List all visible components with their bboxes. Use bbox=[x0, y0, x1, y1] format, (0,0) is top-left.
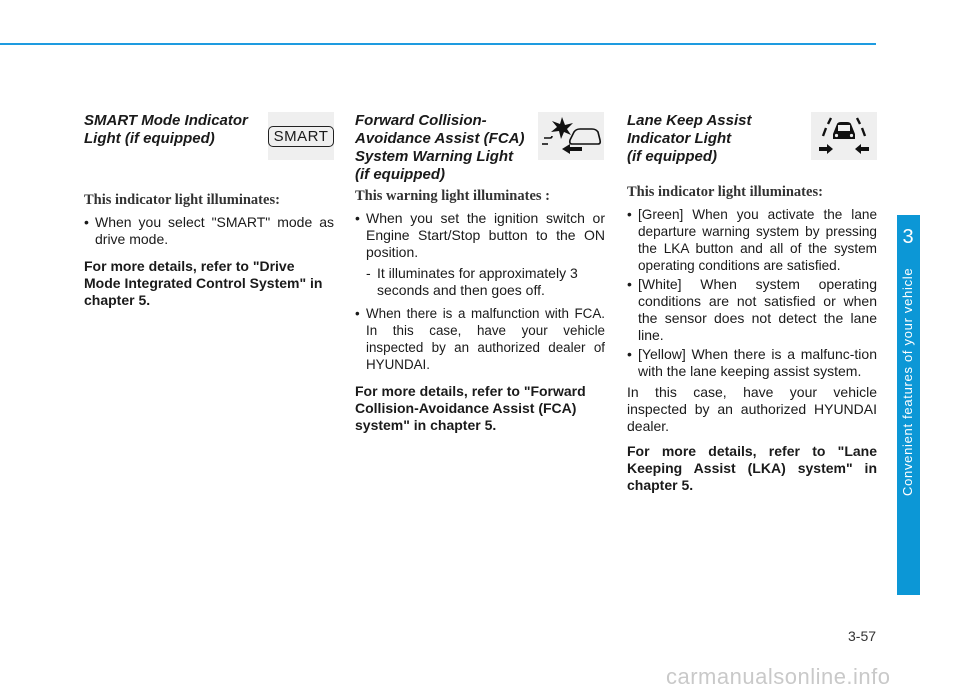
heading-line: SMART Mode Indicator bbox=[84, 112, 248, 129]
list-item: • [Yellow] When there is a malfunc-tion with the lane keeping assist system. bbox=[627, 346, 877, 379]
heading-line: (if equipped) bbox=[355, 166, 445, 183]
section-lane-keep-assist bbox=[627, 112, 877, 494]
heading-line: Lane Keep Assist bbox=[627, 112, 752, 129]
lane-car-icon bbox=[813, 114, 875, 158]
chapter-title: Convenient features of your vehicle bbox=[900, 267, 915, 496]
sub-list-item: - It illuminates for approximately 3 seconds and then goes off. bbox=[366, 265, 578, 298]
heading-line: Light (if equipped) bbox=[84, 130, 215, 147]
section-note: For more details, refer to "Forward Collision-Avoidance Assist (FCA) system" in chapter 5. bbox=[355, 383, 586, 433]
heading-line: System Warning Light bbox=[355, 148, 514, 165]
section-body: In this case, have your vehicle inspected by an authorized HYUNDAI dealer. bbox=[627, 384, 877, 434]
list-item: • [White] When system operating conditions are not satisfied or when the sensor does not detect the lane line. bbox=[627, 276, 877, 343]
top-rule bbox=[0, 43, 876, 45]
heading-line: Indicator Light bbox=[627, 130, 732, 147]
list-item: • When there is a malfunction with FCA. In this case, have your vehicle inspected by an authorized dealer of HYUNDAI. bbox=[355, 306, 605, 372]
section-subheading: This warning light illuminates : bbox=[355, 188, 550, 204]
heading-line: Avoidance Assist (FCA) bbox=[355, 130, 525, 147]
list-item: • [Green] When you activate the lane departure warning system by pressing the LKA button and all of the system operating conditions are satisfied. bbox=[627, 207, 877, 273]
watermark: carmanualsonline.info bbox=[666, 664, 891, 689]
section-smart-mode bbox=[84, 112, 334, 309]
section-note: For more details, refer to "Drive Mode Integrated Control System" in chapter 5. bbox=[84, 258, 323, 308]
section-subheading: This indicator light illuminates: bbox=[627, 184, 823, 200]
collision-car-icon bbox=[540, 114, 602, 158]
chapter-number: 3 bbox=[902, 226, 914, 248]
heading-line: Forward Collision- bbox=[355, 112, 487, 129]
smart-mode-icon bbox=[268, 112, 334, 160]
heading-line: (if equipped) bbox=[627, 148, 717, 165]
list-item: • When you set the ignition switch or Engine Start/Stop button to the ON position. bbox=[355, 210, 605, 260]
section-subheading: This indicator light illuminates: bbox=[84, 192, 280, 208]
smart-icon-label: SMART bbox=[268, 126, 335, 147]
forward-collision-icon bbox=[538, 112, 604, 160]
lane-keep-assist-icon bbox=[811, 112, 877, 160]
page-number: 3-57 bbox=[848, 628, 877, 644]
list-item: • When you select "SMART" mode as drive mode. bbox=[84, 214, 334, 247]
section-note: For more details, refer to "Lane Keeping Assist (LKA) system" in chapter 5. bbox=[627, 443, 877, 493]
section-forward-collision bbox=[355, 112, 605, 434]
